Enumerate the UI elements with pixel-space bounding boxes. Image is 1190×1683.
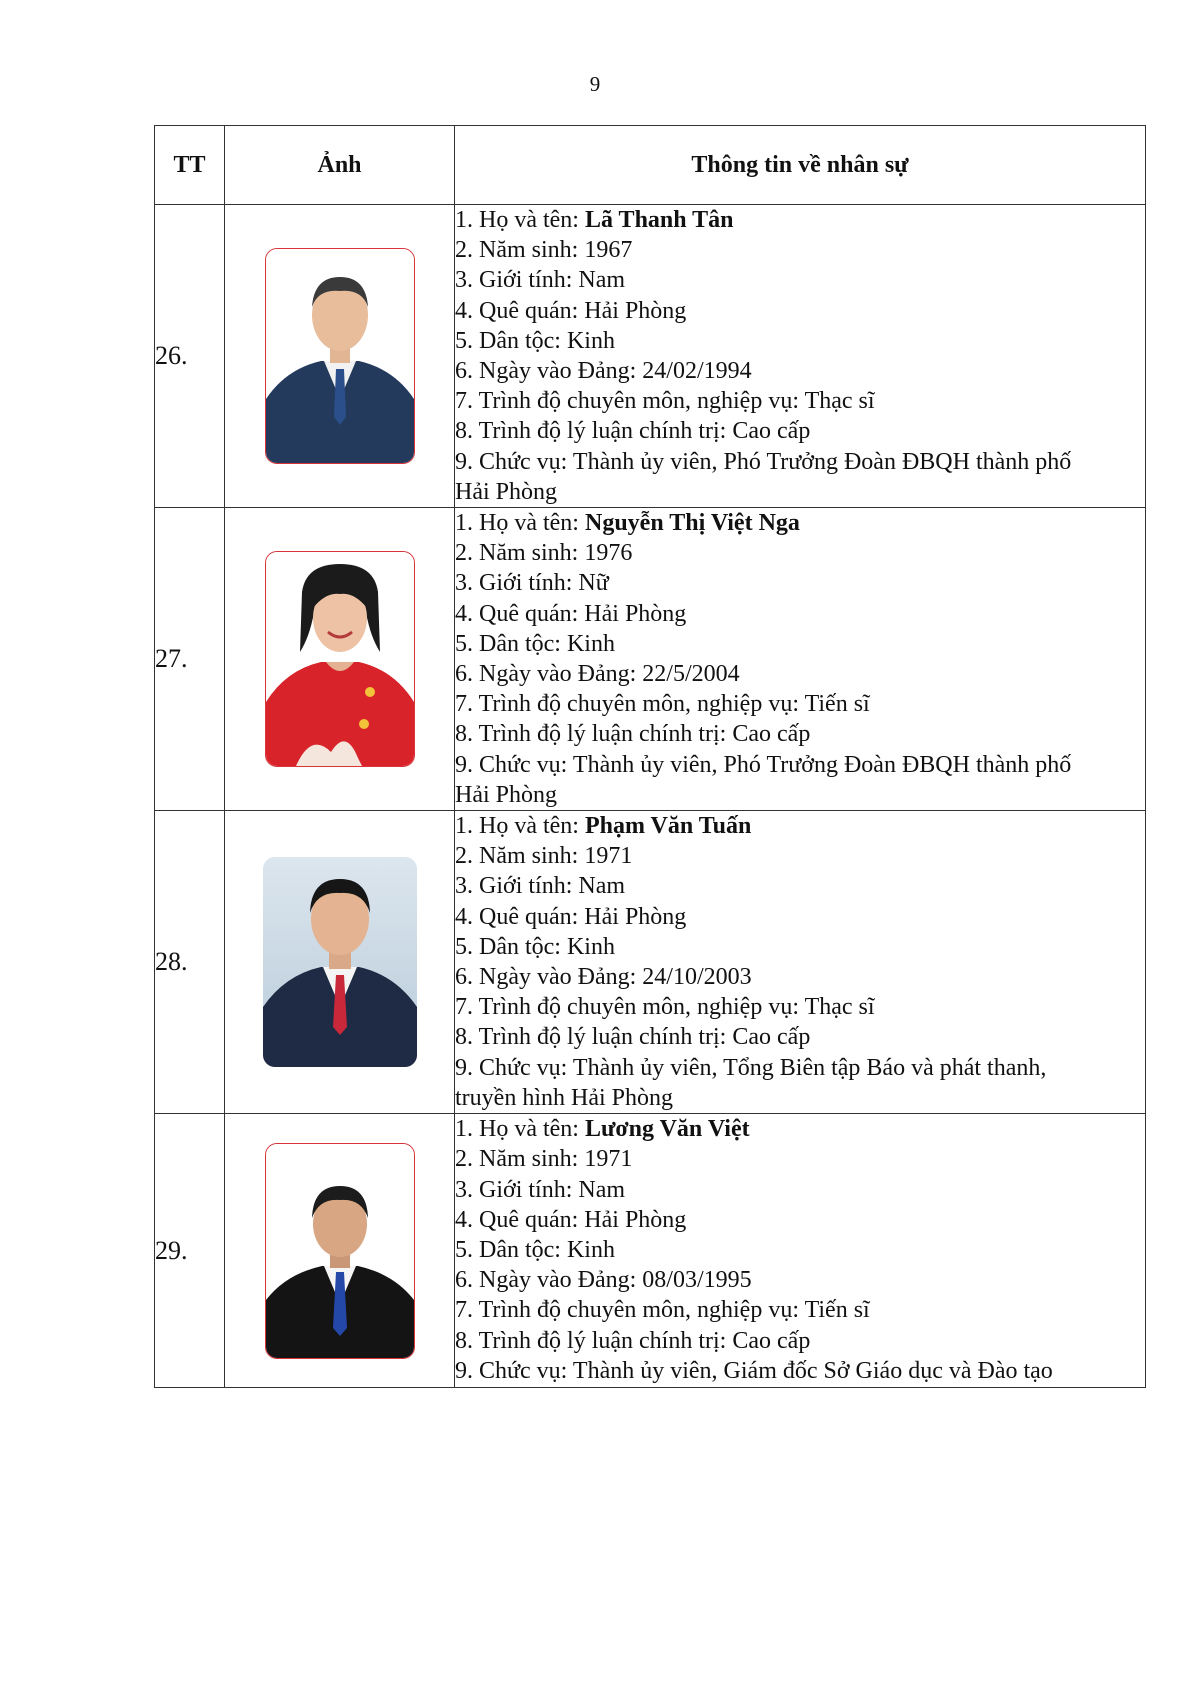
page-number: 9 xyxy=(589,72,601,96)
detail-line: 3. Giới tính: Nữ xyxy=(455,570,609,597)
detail-line: 6. Ngày vào Đảng: 24/02/1994 xyxy=(455,358,752,385)
photo-cell xyxy=(225,205,455,508)
row-number: 29. xyxy=(155,1114,225,1388)
person-name: Lã Thanh Tân xyxy=(584,207,734,233)
position-line: 9. Chức vụ: Thành ủy viên, Phó Trưởng Đoàn ĐBQH thành phố xyxy=(455,751,1072,778)
position-line-cont: truyền hình Hải Phòng xyxy=(455,1084,673,1111)
detail-line: 5. Dân tộc: Kinh xyxy=(455,630,615,657)
personnel-table xyxy=(154,125,1146,1388)
portrait-photo xyxy=(265,248,415,464)
table-row xyxy=(155,508,1146,811)
portrait-photo xyxy=(265,1143,415,1359)
detail-line: 4. Quê quán: Hải Phòng xyxy=(455,1206,687,1233)
name-line: 1. Họ và tên: Lã Thanh Tân xyxy=(455,207,734,233)
detail-line: 4. Quê quán: Hải Phòng xyxy=(455,903,687,930)
row-number: 26. xyxy=(155,205,225,508)
table-row xyxy=(155,1114,1146,1388)
position-line: 9. Chức vụ: Thành ủy viên, Giám đốc Sở Giáo dục và Đào tạo xyxy=(455,1357,1053,1384)
person-name: Nguyễn Thị Việt Nga xyxy=(584,510,800,537)
photo-cell xyxy=(225,508,455,811)
detail-line: 8. Trình độ lý luận chính trị: Cao cấp xyxy=(455,1024,811,1051)
detail-line: 8. Trình độ lý luận chính trị: Cao cấp xyxy=(455,1327,811,1354)
table-row xyxy=(155,205,1146,508)
position-line-cont: Hải Phòng xyxy=(455,781,557,808)
table-row xyxy=(155,811,1146,1114)
name-line: 1. Họ và tên: Lương Văn Việt xyxy=(455,1116,750,1143)
detail-line: 7. Trình độ chuyên môn, nghiệp vụ: Tiến sĩ xyxy=(455,691,870,718)
info-cell xyxy=(455,508,1146,811)
photo-cell xyxy=(225,811,455,1114)
name-line: 1. Họ và tên: Phạm Văn Tuấn xyxy=(455,813,752,840)
detail-line: 5. Dân tộc: Kinh xyxy=(455,327,615,354)
name-line: 1. Họ và tên: Nguyễn Thị Việt Nga xyxy=(455,510,800,537)
info-cell xyxy=(455,205,1146,508)
detail-line: 5. Dân tộc: Kinh xyxy=(455,933,615,960)
position-line: 9. Chức vụ: Thành ủy viên, Phó Trưởng Đoàn ĐBQH thành phố xyxy=(455,448,1072,475)
row-number: 28. xyxy=(155,811,225,1114)
detail-line: 2. Năm sinh: 1971 xyxy=(455,1146,633,1173)
table-header-row xyxy=(155,126,1146,205)
portrait-man-photo xyxy=(266,1144,414,1358)
detail-line: 3. Giới tính: Nam xyxy=(455,873,626,900)
detail-line: 7. Trình độ chuyên môn, nghiệp vụ: Tiến sĩ xyxy=(455,1297,870,1324)
detail-line: 3. Giới tính: Nam xyxy=(455,267,626,294)
portrait-woman-photo xyxy=(266,552,414,766)
detail-line: 6. Ngày vào Đảng: 22/5/2004 xyxy=(455,661,740,688)
detail-line: 4. Quê quán: Hải Phòng xyxy=(455,297,687,324)
portrait-photo xyxy=(263,857,417,1067)
detail-line: 7. Trình độ chuyên môn, nghiệp vụ: Thạc sĩ xyxy=(455,388,875,415)
portrait-photo xyxy=(265,551,415,767)
position-line-cont: Hải Phòng xyxy=(455,478,557,505)
detail-line: 2. Năm sinh: 1976 xyxy=(455,540,633,567)
detail-line: 7. Trình độ chuyên môn, nghiệp vụ: Thạc sĩ xyxy=(455,994,875,1021)
photo-cell xyxy=(225,1114,455,1388)
detail-line: 2. Năm sinh: 1967 xyxy=(455,237,633,264)
person-name: Lương Văn Việt xyxy=(584,1116,750,1143)
detail-line: 6. Ngày vào Đảng: 24/10/2003 xyxy=(455,964,752,991)
detail-line: 2. Năm sinh: 1971 xyxy=(455,843,633,870)
detail-line: 3. Giới tính: Nam xyxy=(455,1176,626,1203)
header-info: Thông tin về nhân sự xyxy=(455,126,1146,205)
detail-line: 8. Trình độ lý luận chính trị: Cao cấp xyxy=(455,418,811,445)
header-tt: TT xyxy=(155,126,225,205)
info-cell xyxy=(455,811,1146,1114)
row-number: 27. xyxy=(155,508,225,811)
detail-line: 6. Ngày vào Đảng: 08/03/1995 xyxy=(455,1267,752,1294)
portrait-man-photo xyxy=(263,857,417,1067)
header-photo: Ảnh xyxy=(225,126,455,205)
detail-line: 4. Quê quán: Hải Phòng xyxy=(455,600,687,627)
info-cell xyxy=(455,1114,1146,1388)
portrait-man-photo xyxy=(266,249,414,463)
position-line: 9. Chức vụ: Thành ủy viên, Tổng Biên tập Báo và phát thanh, xyxy=(455,1054,1047,1081)
person-name: Phạm Văn Tuấn xyxy=(584,813,752,840)
detail-line: 8. Trình độ lý luận chính trị: Cao cấp xyxy=(455,721,811,748)
detail-line: 5. Dân tộc: Kinh xyxy=(455,1236,615,1263)
